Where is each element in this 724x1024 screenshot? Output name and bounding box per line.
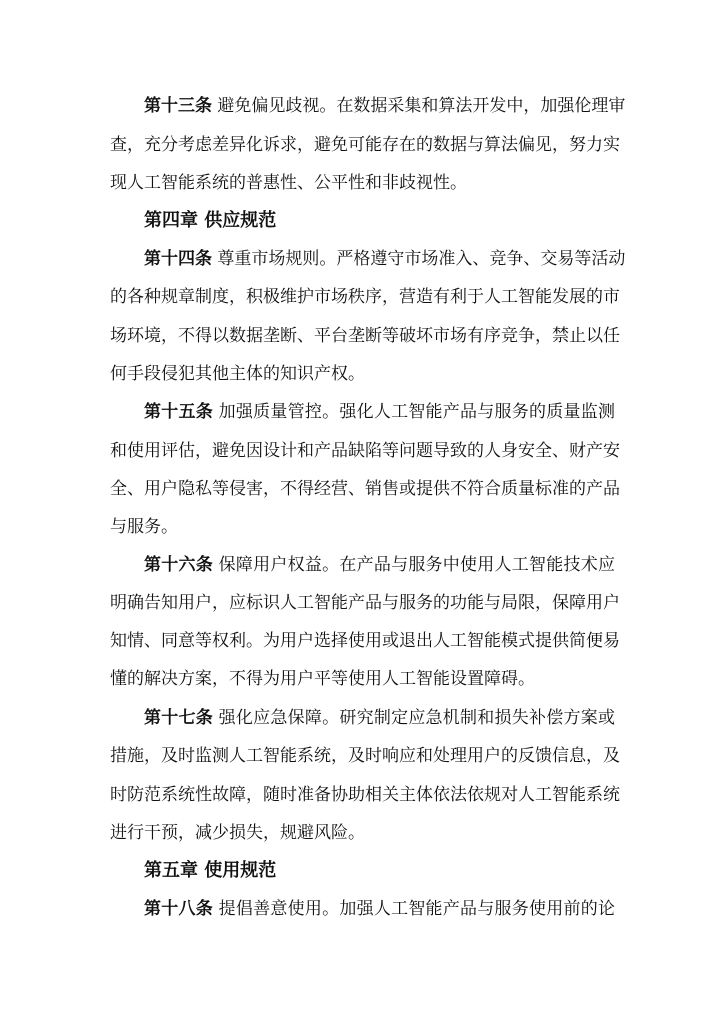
- article-17-line-2: 措施，及时监测人工智能系统，及时响应和处理用户的反馈信息，及: [110, 746, 620, 766]
- chapter-4-heading: 第四章 供应规范: [144, 210, 277, 231]
- article-14-line-3: 场环境，不得以数据垄断、平台垄断等破坏市场有序竞争，禁止以任: [110, 326, 620, 346]
- article-15-line-4: 与服务。: [110, 517, 178, 537]
- article-15-line-3: 全、用户隐私等侵害，不得经营、销售或提供不符合质量标准的产品: [110, 479, 620, 499]
- article-13-label: 第十三条: [144, 96, 212, 116]
- article-15-text-1: 加强质量管控。强化人工智能产品与服务的质量监测: [212, 402, 616, 422]
- article-16-text-1: 保障用户权益。在产品与服务中使用人工智能技术应: [212, 555, 616, 575]
- article-14-line-1: [144, 248, 626, 270]
- article-14-label: 第十四条: [144, 249, 212, 269]
- article-16-line-3: 知情、同意等权利。为用户选择使用或退出人工智能模式提供简便易: [110, 631, 620, 651]
- article-18-line-1: [144, 898, 615, 920]
- article-13-line-3: 现人工智能系统的普惠性、公平性和非歧视性。: [110, 173, 467, 193]
- article-18-text-1: 提倡善意使用。加强人工智能产品与服务使用前的论: [212, 899, 616, 919]
- article-17-label: 第十七条: [144, 708, 213, 728]
- article-14-text-1: 尊重市场规则。严格遵守市场准入、竞争、交易等活动: [212, 249, 626, 269]
- article-16-line-2: 明确告知用户，应标识人工智能产品与服务的功能与局限，保障用户: [110, 593, 620, 613]
- article-17-line-1: [144, 707, 615, 729]
- article-15-line-2: 和使用评估，避免因设计和产品缺陷等问题导致的人身安全、财产安: [110, 441, 620, 461]
- article-18-label: 第十八条: [144, 899, 213, 919]
- article-16-line-4: 懂的解决方案，不得为用户平等使用人工智能设置障碍。: [110, 669, 535, 689]
- article-15-label: 第十五条: [144, 402, 213, 422]
- article-17-text-1: 强化应急保障。研究制定应急机制和损失补偿方案或: [212, 708, 616, 728]
- article-13-text-1: 避免偏见歧视。在数据采集和算法开发中，加强伦理审: [212, 96, 626, 116]
- chapter-5-heading: 第五章 使用规范: [144, 860, 277, 881]
- article-17-line-4: 进行干预，减少损失，规避风险。: [110, 823, 365, 843]
- article-17-line-3: 时防范系统性故障，随时准备协助相关主体依法依规对人工智能系统: [110, 785, 620, 805]
- article-13-line-1: [144, 95, 626, 117]
- article-15-line-1: [144, 401, 615, 423]
- article-16-line-1: [144, 554, 615, 576]
- article-16-label: 第十六条: [144, 555, 213, 575]
- article-13-line-2: 查，充分考虑差异化诉求，避免可能存在的数据与算法偏见，努力实: [110, 135, 620, 155]
- article-14-line-2: 的各种规章制度，积极维护市场秩序，营造有利于人工智能发展的市: [110, 287, 620, 307]
- article-14-line-4: 何手段侵犯其他主体的知识产权。: [110, 364, 365, 384]
